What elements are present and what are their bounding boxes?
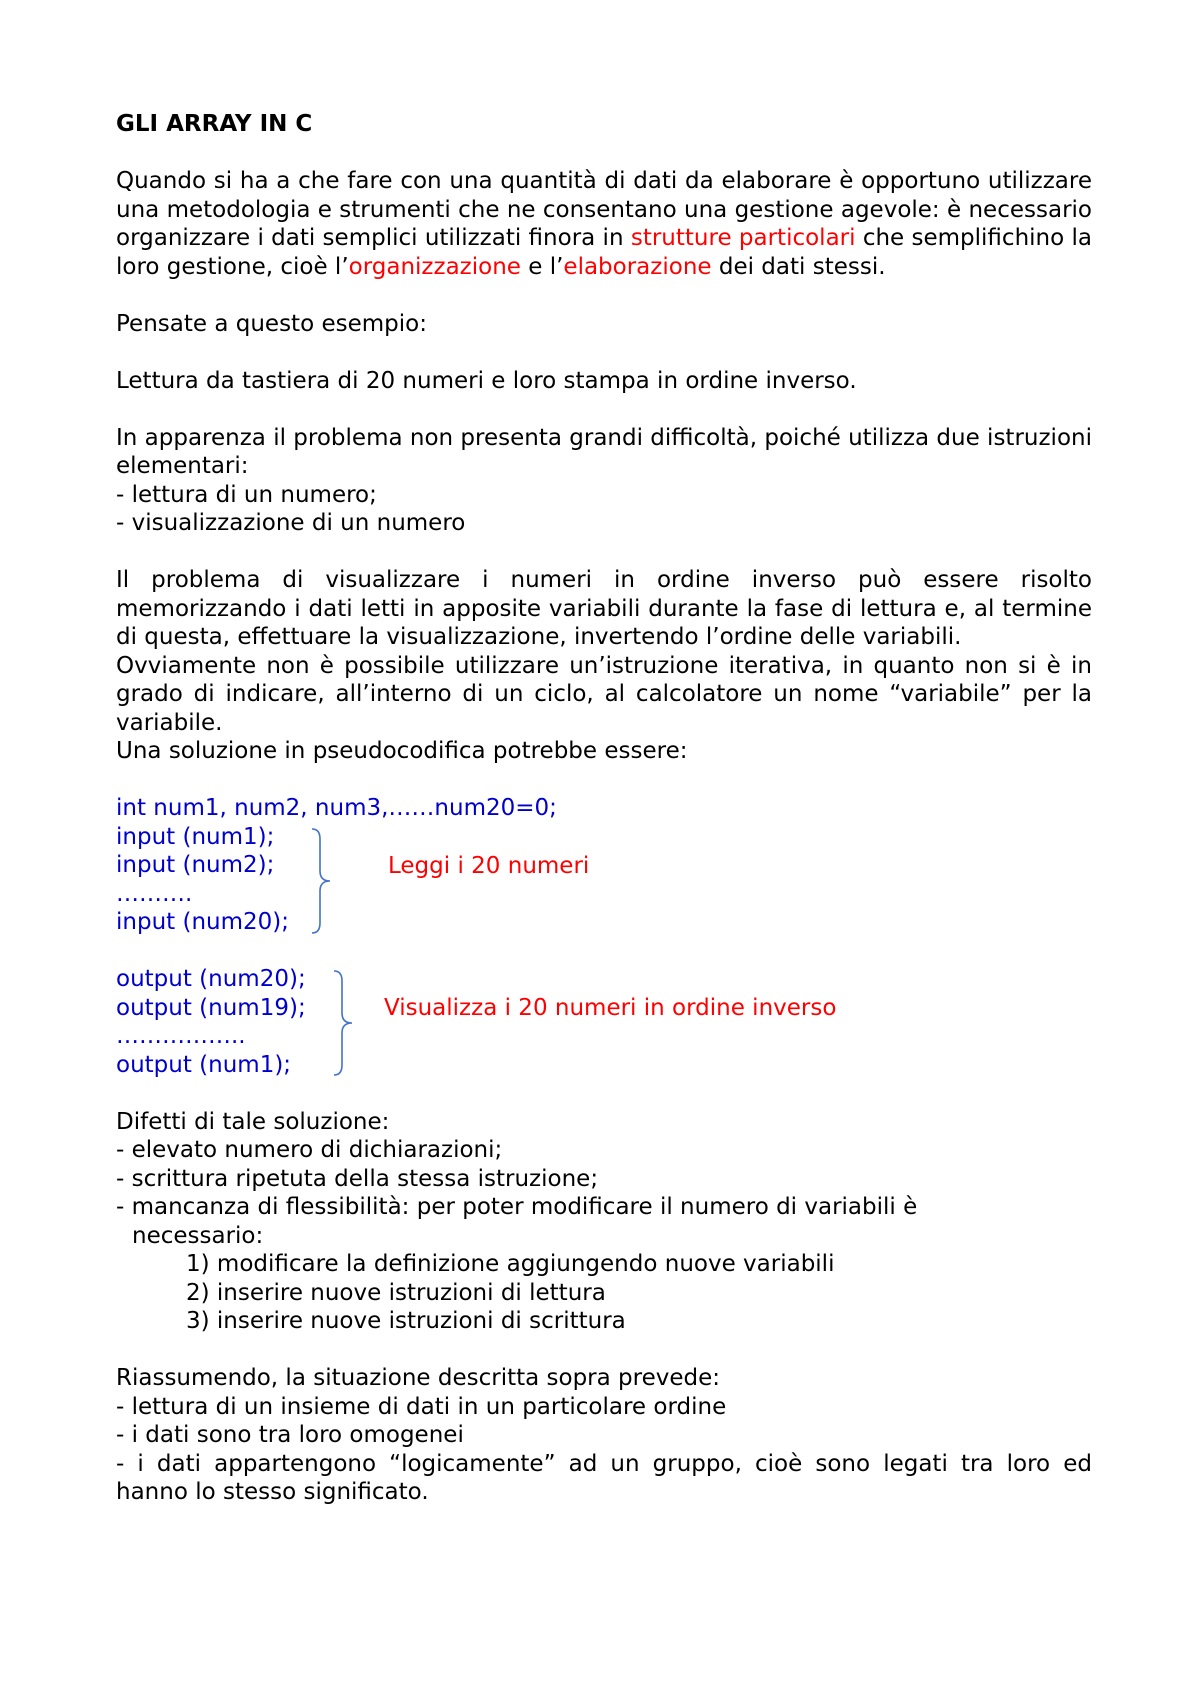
right-brace-icon bbox=[310, 827, 334, 935]
defect-sub-item: 1) modificare la definizione aggiungendo nuove variabili bbox=[186, 1251, 835, 1277]
example-statement: Lettura da tastiera di 20 numeri e loro stampa in ordine inverso. bbox=[116, 367, 857, 394]
code-declaration: int num1, num2, num3,……num20=0; bbox=[116, 795, 557, 821]
document-page bbox=[116, 110, 1092, 1507]
intro-text-4: dei dati stessi. bbox=[711, 253, 886, 280]
output-brace-label: Visualizza i 20 numeri in ordine inverso bbox=[384, 995, 837, 1021]
problem-paragraph: In apparenza il problema non presenta grandi difficoltà, poiché utilizza due istruzioni elementari: bbox=[116, 424, 1092, 479]
summary-heading: Riassumendo, la situazione descritta sopra prevede: bbox=[116, 1365, 721, 1391]
code-line: output (num19); bbox=[116, 994, 306, 1021]
defect-item: - mancanza di flessibilità: per poter modificare il numero di variabili è bbox=[116, 1194, 918, 1220]
code-line: input (num20); bbox=[116, 909, 289, 935]
example-intro: Pensate a questo esempio: bbox=[116, 310, 427, 337]
code-line: output (num1); bbox=[116, 1051, 292, 1078]
problem-item: - visualizzazione di un numero bbox=[116, 510, 466, 536]
highlight-organizzazione: organizzazione bbox=[348, 253, 521, 280]
defect-sub-item: 2) inserire nuove istruzioni di lettura bbox=[186, 1279, 606, 1306]
solution-paragraph-2: Ovviamente non è possibile utilizzare un’istruzione iterativa, in quanto non si è in grado di indicare, all’interno di un ciclo, al calcolatore un nome “variabile” per la variabile. bbox=[116, 652, 1092, 736]
code-line: input (num1); bbox=[116, 823, 275, 850]
summary-item: - lettura di un insieme di dati in un particolare ordine bbox=[116, 1393, 727, 1420]
intro-paragraph bbox=[116, 167, 1092, 281]
solution-paragraph-1: Il problema di visualizzare i numeri in ordine inverso può essere risolto memorizzando i dati letti in apposite variabili durante la fase di lettura e, al termine di questa, effettuare la visualizzazione, invertendo l’ordine delle variabili. bbox=[116, 567, 1092, 650]
input-group bbox=[116, 823, 1092, 937]
code-line: …………….. bbox=[116, 1023, 246, 1049]
output-group bbox=[116, 965, 1092, 1079]
defects-heading: Difetti di tale soluzione: bbox=[116, 1108, 390, 1135]
code-line: ………. bbox=[116, 880, 193, 907]
intro-text-2: che semplifichino la loro gestione, cioè l’ bbox=[116, 225, 1092, 280]
summary-item: - i dati sono tra loro omogenei bbox=[116, 1422, 464, 1448]
intro-text-1: Quando si ha a che fare con una quantità di dati da elaborare è opportuno utilizzare una metodologia e strumenti che ne consentano una gestione agevole: è necessario organizzare i dati semplici utilizzati finora in bbox=[116, 168, 1092, 251]
defect-sub-item: 3) inserire nuove istruzioni di scrittura bbox=[186, 1308, 626, 1334]
input-brace-label: Leggi i 20 numeri bbox=[388, 852, 590, 879]
highlight-strutture: strutture particolari bbox=[630, 225, 856, 251]
defect-item: - scrittura ripetuta della stessa istruzione; bbox=[116, 1165, 599, 1192]
defect-continuation: necessario: bbox=[132, 1222, 264, 1249]
highlight-elaborazione: elaborazione bbox=[563, 253, 712, 280]
defect-item: - elevato numero di dichiarazioni; bbox=[116, 1137, 503, 1163]
intro-text-3: e l’ bbox=[520, 253, 564, 280]
document-title: GLI ARRAY IN C bbox=[116, 111, 313, 137]
code-line: input (num2); bbox=[116, 852, 275, 878]
summary-item: - i dati appartengono “logicamente” ad un gruppo, cioè sono legati tra loro ed hanno lo stesso significato. bbox=[116, 1450, 1092, 1505]
pseudocode-block bbox=[116, 794, 1092, 1079]
code-line: output (num20); bbox=[116, 966, 306, 992]
right-brace-icon bbox=[332, 969, 356, 1077]
problem-item: - lettura di un numero; bbox=[116, 481, 377, 508]
solution-paragraph-3: Una soluzione in pseudocodifica potrebbe essere: bbox=[116, 738, 688, 764]
